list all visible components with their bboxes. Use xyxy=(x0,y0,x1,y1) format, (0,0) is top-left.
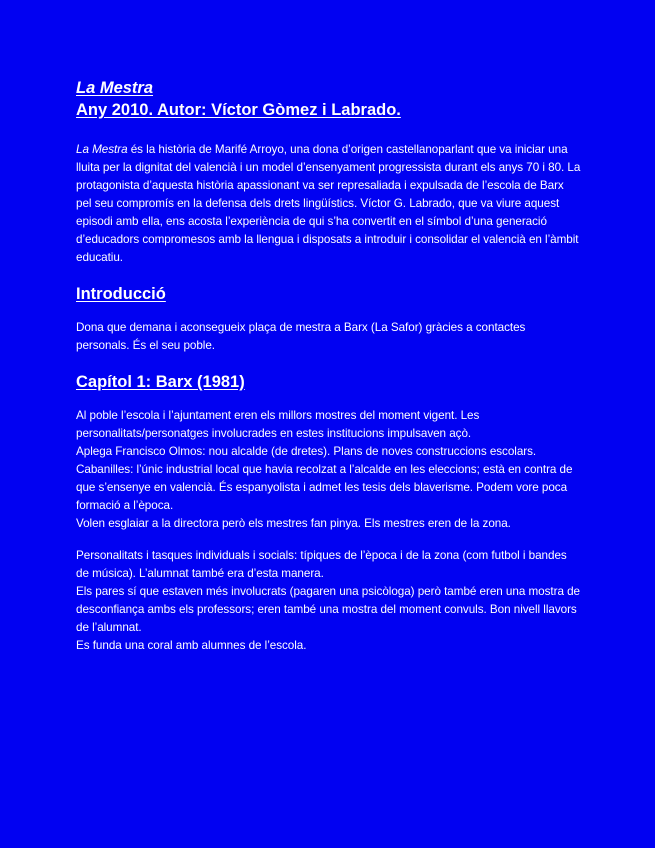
document-subtitle: Any 2010. Autor: Víctor Gòmez i Labrado. xyxy=(76,101,401,119)
section-introduccio-text: Dona que demana i aconsegueix plaça de mestra a Barx (La Safor) gràcies a contactes personals. És el seu poble. xyxy=(76,321,526,352)
ch1-paragraph: Al poble l’escola i l’ajuntament eren els millors mostres del moment vigent. Les personalitats/personatges involucrades en estes institucions impulsaven açò. xyxy=(76,409,480,440)
ch1-paragraph: Personalitats i tasques individuals i socials: típiques de l’època i de la zona (com futbol i bandes de música). L’alumnat també era d’esta manera. xyxy=(76,549,567,580)
ch1-paragraph: Aplega Francisco Olmos: nou alcalde (de dretes). Plans de noves construccions escolars. Cabanilles: l’únic industrial local que havia recolzat a l’alcalde en les eleccions; està en contra de que s’ensenye en valencià. És espanyolista i admet les tesis dels blaverisme. Podem vore poca formació a l’època. xyxy=(76,445,573,512)
document-content xyxy=(76,77,581,655)
section-heading-introduccio: Introducció xyxy=(76,285,166,303)
ch1-paragraph: Es funda una coral amb alumnes de l’escola. xyxy=(76,639,307,652)
document-title: La Mestra xyxy=(76,79,154,97)
ch1-paragraph: Volen esglaiar a la directora però els mestres fan pinya. Els mestres eren de la zona. xyxy=(76,517,511,530)
ch1-paragraph: Els pares sí que estaven més involucrats (pagaren una psicòloga) però també eren una mostra de desconfiança ambs els professors; eren també una mostra del moment convuls. Bon nivell llavors de l’alumnat. xyxy=(76,585,580,634)
intro-lead-italic: La Mestra xyxy=(76,143,128,156)
intro-paragraph xyxy=(76,141,581,267)
section-heading-capitol-1: Capítol 1: Barx (1981) xyxy=(76,373,245,391)
intro-paragraph-text: és la història de Marifé Arroyo, una dona d’origen castellanoparlant que va iniciar una lluita per la dignitat del valencià i un model d’ensenyament progressista durant els anys 70 i 80. La protagonista d’aquesta història apassionant va ser represaliada i expulsada de l’escola de Barx pel seu compromís en la defensa dels drets lingüístics. Víctor G. Labrado, que va viure aquest episodi amb ella, ens acosta l’experiència de qui s’ha convertit en el símbol d’una generació d’educadors compromesos amb la llengua i disposats a introduir i consolidar el valencià en l’àmbit educatiu. xyxy=(76,143,581,264)
